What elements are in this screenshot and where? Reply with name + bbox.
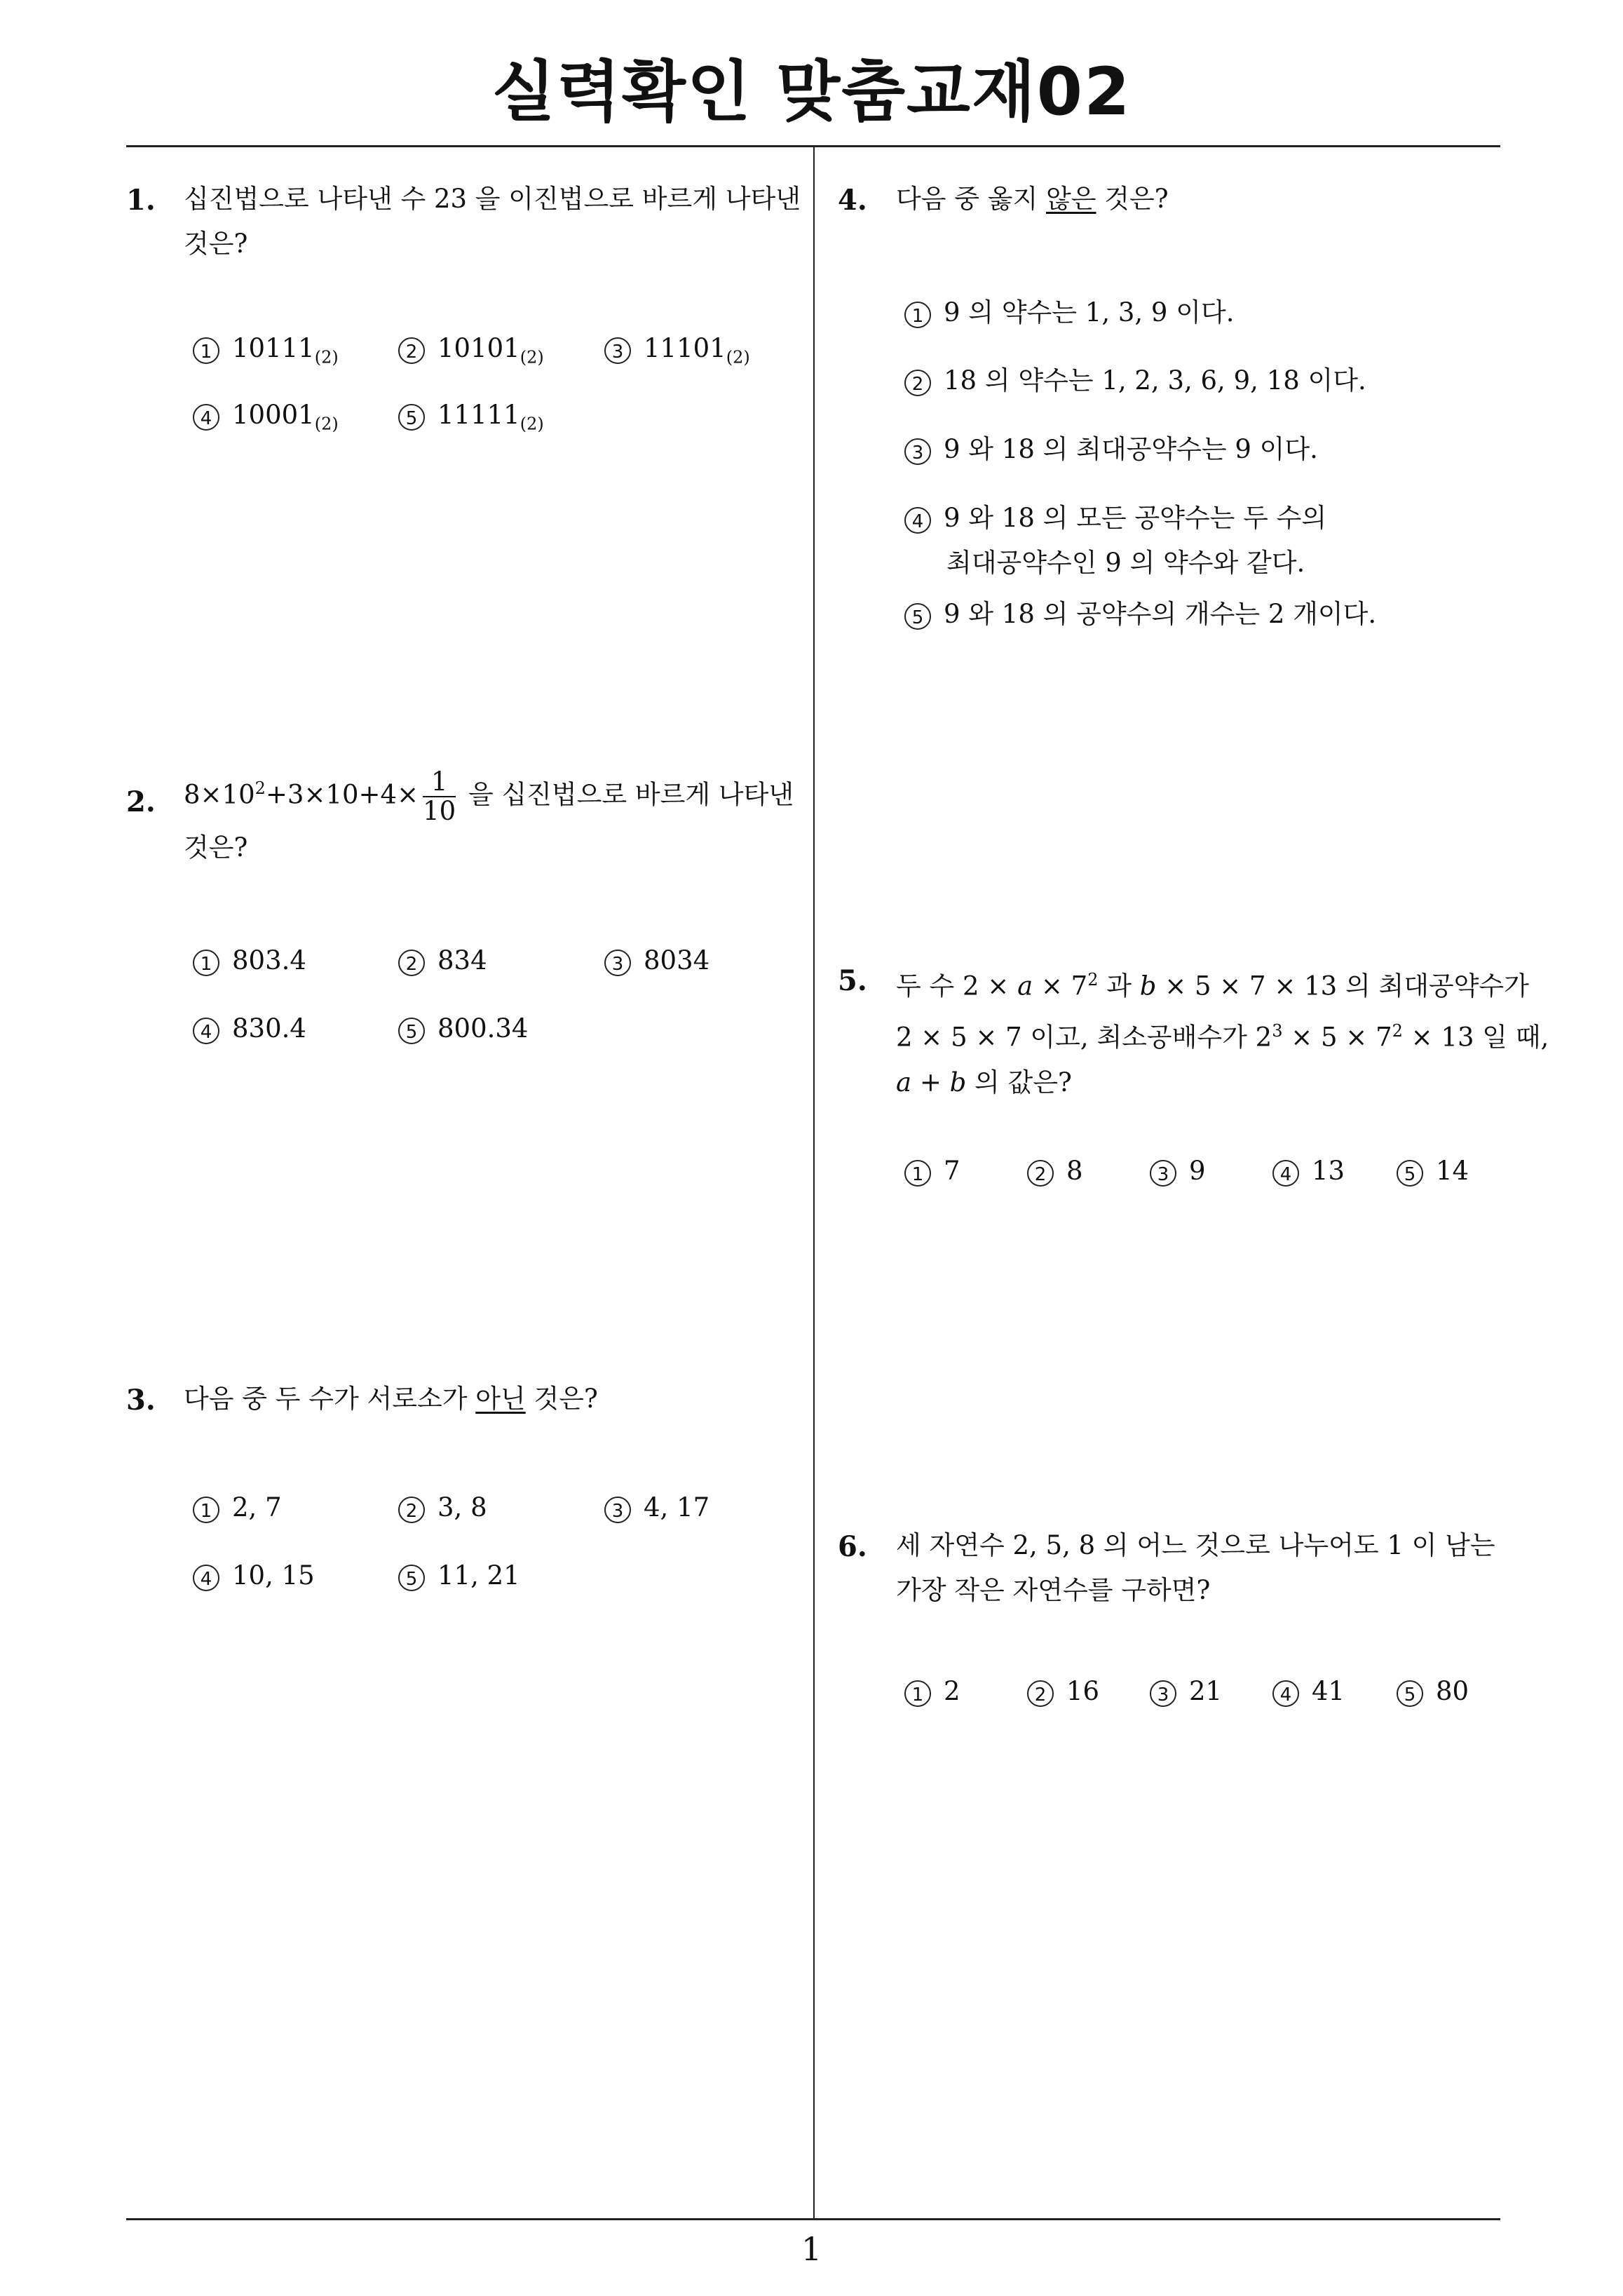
- question-number: 6.: [838, 1530, 867, 1563]
- option-5[interactable]: 5 $11111_{(2)}$: [398, 400, 544, 433]
- option-2[interactable]: 2 834: [398, 945, 487, 976]
- option-1[interactable]: 1 $10111_{(2)}$: [193, 333, 339, 367]
- option-1[interactable]: 1 803.4: [193, 945, 306, 976]
- question-text: 세 자연수 2, 5, 8 의 어느 것으로 나누어도 1 이 남는 가장 작은 자연수를 구하면?: [896, 1530, 1495, 1605]
- option-4[interactable]: 4 10, 15: [193, 1560, 315, 1591]
- question-text: $8\times 10^2+3\times 10+4\times$ $\frac{1}{10}$ 을 십진법으로 바르게 나타낸 것은?: [184, 766, 794, 863]
- option-5[interactable]: 5 80: [1397, 1676, 1469, 1707]
- option-3[interactable]: 3 $11101_{(2)}$: [604, 333, 750, 367]
- option-3[interactable]: 3 4, 17: [604, 1492, 709, 1523]
- option-3[interactable]: 3 21: [1150, 1676, 1222, 1707]
- question-number: 3.: [126, 1384, 156, 1417]
- option-4[interactable]: 4 $10001_{(2)}$: [193, 400, 339, 433]
- question-text: 다음 중 옳지 않은 것은?: [896, 184, 1169, 214]
- option-1[interactable]: 1 2, 7: [193, 1492, 282, 1523]
- option-2[interactable]: 2 16: [1027, 1676, 1099, 1707]
- option-4[interactable]: 4 9 와 18 의 모든 공약수는 두 수의 최대공약수인 9 의 약수와 같다.: [904, 496, 1326, 586]
- option-4[interactable]: 4 830.4: [193, 1013, 306, 1044]
- question-number: 5.: [838, 964, 867, 997]
- question-number: 2.: [126, 785, 156, 818]
- question-number: 4.: [838, 184, 867, 217]
- page-title: 실력확인 맞춤교재02: [491, 54, 1132, 130]
- option-1[interactable]: 1 9 의 약수는 1, 3, 9 이다.: [904, 291, 1234, 329]
- option-2[interactable]: 2 18 의 약수는 1, 2, 3, 6, 9, 18 이다.: [904, 359, 1366, 397]
- option-1[interactable]: 1 2: [904, 1676, 960, 1707]
- option-4[interactable]: 4 13: [1272, 1156, 1345, 1187]
- option-2[interactable]: 2 3, 8: [398, 1492, 487, 1523]
- column-divider: [813, 147, 815, 2218]
- option-3[interactable]: 3 9 와 18 의 최대공약수는 9 이다.: [904, 428, 1318, 466]
- option-4[interactable]: 4 41: [1272, 1676, 1345, 1707]
- option-2[interactable]: 2 $10101_{(2)}$: [398, 333, 544, 367]
- option-5[interactable]: 5 14: [1397, 1156, 1469, 1187]
- option-5[interactable]: 5 9 와 18 의 공약수의 개수는 2 개이다.: [904, 593, 1376, 630]
- question-text: 두 수 $2 \times a \times 7^2$ 과 b × 5 × 7 × 13 의 최대공약수가 2 × 5 × 7 이고, 최소공배수가 $2^3 \times 5 \times 7^2 \times 13$ 일 때, a + b 의 값은?: [896, 970, 1549, 1098]
- option-5[interactable]: 5 800.34: [398, 1013, 528, 1044]
- question-number: 1.: [126, 184, 156, 217]
- bottom-rule: [126, 2218, 1500, 2220]
- option-3[interactable]: 3 8034: [604, 945, 709, 976]
- option-1[interactable]: 1 7: [904, 1156, 960, 1187]
- fraction: $\frac{1}{10}$: [423, 766, 456, 826]
- option-5[interactable]: 5 11, 21: [398, 1560, 520, 1591]
- question-text: 다음 중 두 수가 서로소가 아닌 것은?: [184, 1384, 598, 1414]
- page-number: 1: [801, 2230, 822, 2268]
- option-2[interactable]: 2 8: [1027, 1156, 1083, 1187]
- option-3[interactable]: 3 9: [1150, 1156, 1206, 1187]
- question-text: 십진법으로 나타낸 수 23 을 이진법으로 바르게 나타낸 것은?: [184, 184, 801, 259]
